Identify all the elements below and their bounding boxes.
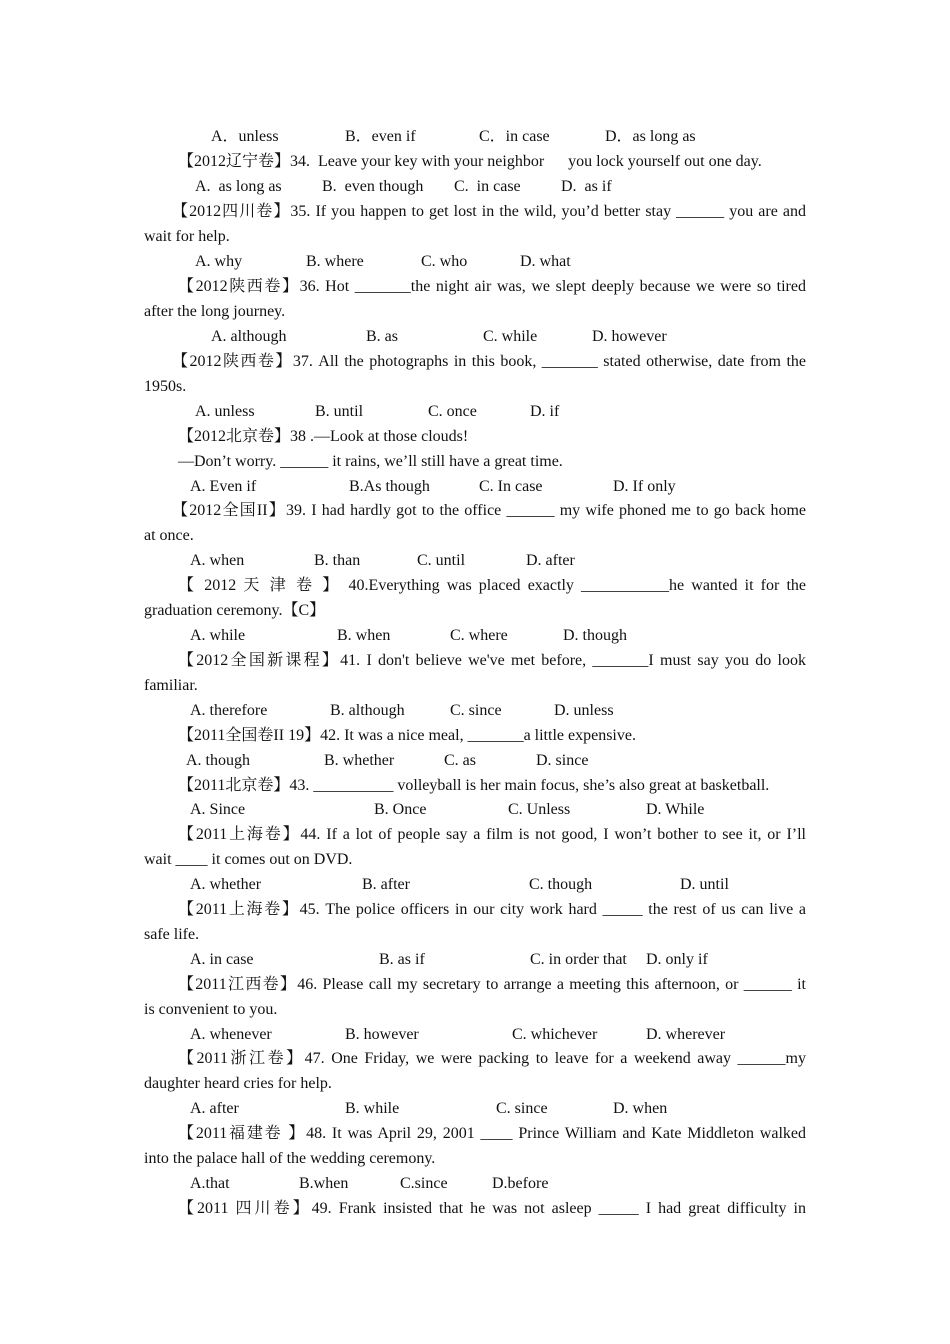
q35-option-b: B. where <box>306 253 364 270</box>
q41-option-c: C. since <box>450 702 502 719</box>
q42-stem: 【2011全国卷II 19】42. It was a nice meal, _______a little expensive. <box>178 727 636 744</box>
q35-stem-line1: 【2012四川卷】35. If you happen to get lost in the wild, you’d better stay ______ you are and <box>172 203 806 220</box>
q35-option-a: A. why <box>195 253 243 270</box>
q41-stem-line2: familiar. <box>144 677 198 694</box>
q40-option-b: B. when <box>337 627 391 644</box>
q44-stem-line2: wait ____ it comes out on DVD. <box>144 851 353 868</box>
q38-option-a: A. Even if <box>190 478 257 495</box>
q34-stem: 【2012辽宁卷】34. Leave your key with your neighbor you lock yourself out one day. <box>178 153 762 170</box>
q36-option-b: B. as <box>366 328 398 345</box>
q45-option-a: A. in case <box>190 951 254 968</box>
q44-option-d: D. until <box>680 876 729 893</box>
q45-stem-line2: safe life. <box>144 926 200 943</box>
q44-option-a: A. whether <box>190 876 262 893</box>
q46-stem-line2: is convenient to you. <box>144 1001 278 1018</box>
q38-option-b: B.As though <box>349 478 430 495</box>
q38-option-c: C. In case <box>479 478 543 495</box>
q40-stem-line2: graduation ceremony.【C】 <box>144 602 326 619</box>
q46-option-d: D. wherever <box>646 1026 726 1043</box>
q46-option-b: B. however <box>345 1026 419 1043</box>
q36-option-c: C. while <box>483 328 538 345</box>
q48-stem-line1: 【2011福建卷 】48. It was April 29, 2001 ____ Prince William and Kate Middleton walked <box>178 1125 806 1142</box>
q39-stem-line1: 【2012全国II】39. I had hardly got to the office ______ my wife phoned me to go back home <box>172 502 806 519</box>
q40-option-a: A. while <box>190 627 246 644</box>
q48-option-c: C.since <box>400 1175 448 1192</box>
q48-option-b: B.when <box>299 1175 349 1192</box>
q36-option-d: D. however <box>592 328 667 345</box>
q44-option-b: B. after <box>362 876 410 893</box>
q40-option-d: D. though <box>563 627 627 644</box>
q40-stem-line1: 【 2012 天 津 卷 】 40.Everything was placed exactly ___________he wanted it for the <box>178 577 806 594</box>
q37-option-d: D. if <box>530 403 560 420</box>
q43-option-b: B. Once <box>374 801 427 818</box>
q42-option-b: B. whether <box>324 752 395 769</box>
q43-option-a: A. Since <box>190 801 246 818</box>
q34-option-d: D. as if <box>561 178 612 195</box>
q48-stem-line2: into the palace hall of the wedding ceremony. <box>144 1150 436 1167</box>
q35-stem-line2: wait for help. <box>144 228 230 245</box>
q37-option-c: C. once <box>428 403 477 420</box>
q35-option-d: D. what <box>520 253 571 270</box>
q39-option-b: B. than <box>314 552 361 569</box>
q43-stem: 【2011北京卷】43. __________ volleyball is her main focus, she’s also great at basketball. <box>178 777 770 794</box>
q38-stem-line2: —Don’t worry. ______ it rains, we’ll still have a great time. <box>178 453 563 470</box>
q33-option-d: D．as long as <box>605 128 696 145</box>
q47-stem-line2: daughter heard cries for help. <box>144 1075 332 1092</box>
q41-option-d: D. unless <box>554 702 614 719</box>
q47-option-d: D. when <box>613 1100 668 1117</box>
q46-option-a: A. whenever <box>190 1026 272 1043</box>
q37-option-a: A. unless <box>195 403 255 420</box>
q48-option-d: D.before <box>492 1175 549 1192</box>
q42-option-a: A. though <box>186 752 250 769</box>
q38-option-d: D. If only <box>613 478 676 495</box>
q38-stem-line1: 【2012北京卷】38 .—Look at those clouds! <box>178 428 469 445</box>
q44-option-c: C. though <box>529 876 593 893</box>
q47-stem-line1: 【2011浙江卷】47. One Friday, we were packing to leave for a weekend away ______my <box>178 1050 806 1067</box>
q33-option-a: A．unless <box>211 128 279 145</box>
q33-option-b: B．even if <box>345 128 416 145</box>
q45-stem-line1: 【2011上海卷】45. The police officers in our city work hard _____ the rest of us can live a <box>178 901 806 918</box>
q45-option-c: C. in order that <box>530 951 627 968</box>
q33-option-c: C．in case <box>479 128 550 145</box>
q43-option-c: C. Unless <box>508 801 571 818</box>
q49-stem-line1: 【2011 四川卷】49. Frank insisted that he was not asleep _____ I had great difficulty in <box>178 1200 806 1217</box>
q43-option-d: D. While <box>646 801 705 818</box>
q39-option-c: C. until <box>417 552 466 569</box>
q47-option-a: A. after <box>190 1100 239 1117</box>
q42-option-d: D. since <box>536 752 589 769</box>
q47-option-b: B. while <box>345 1100 400 1117</box>
q48-option-a: A.that <box>190 1175 230 1192</box>
q37-stem-line1: 【2012陕西卷】37. All the photographs in this book, _______ stated otherwise, date from the <box>172 353 806 370</box>
q47-option-c: C. since <box>496 1100 548 1117</box>
q44-stem-line1: 【2011上海卷】44. If a lot of people say a film is not good, I won’t bother to see it, or I’ll <box>178 826 806 843</box>
q36-option-a: A. although <box>211 328 287 345</box>
q37-option-b: B. until <box>315 403 364 420</box>
q41-option-b: B. although <box>330 702 405 719</box>
q41-stem-line1: 【2012全国新课程】41. I don't believe we've met before, _______I must say you do look <box>178 652 806 669</box>
q36-stem-line1: 【2012陕西卷】36. Hot _______the night air was, we slept deeply because we were so tired <box>178 278 806 295</box>
q45-option-b: B. as if <box>379 951 425 968</box>
q40-option-c: C. where <box>450 627 508 644</box>
q39-stem-line2: at once. <box>144 527 194 544</box>
q34-option-c: C. in case <box>454 178 521 195</box>
q36-stem-line2: after the long journey. <box>144 303 286 320</box>
q39-option-d: D. after <box>526 552 575 569</box>
q37-stem-line2: 1950s. <box>144 378 187 395</box>
q39-option-a: A. when <box>190 552 245 569</box>
q46-option-c: C. whichever <box>512 1026 598 1043</box>
q41-option-a: A. therefore <box>190 702 268 719</box>
q34-option-b: B. even though <box>322 178 424 195</box>
q34-option-a: A. as long as <box>195 178 282 195</box>
q46-stem-line1: 【2011江西卷】46. Please call my secretary to arrange a meeting this afternoon, or ______ it <box>178 976 806 993</box>
q35-option-c: C. who <box>421 253 468 270</box>
q42-option-c: C. as <box>444 752 476 769</box>
q45-option-d: D. only if <box>646 951 708 968</box>
